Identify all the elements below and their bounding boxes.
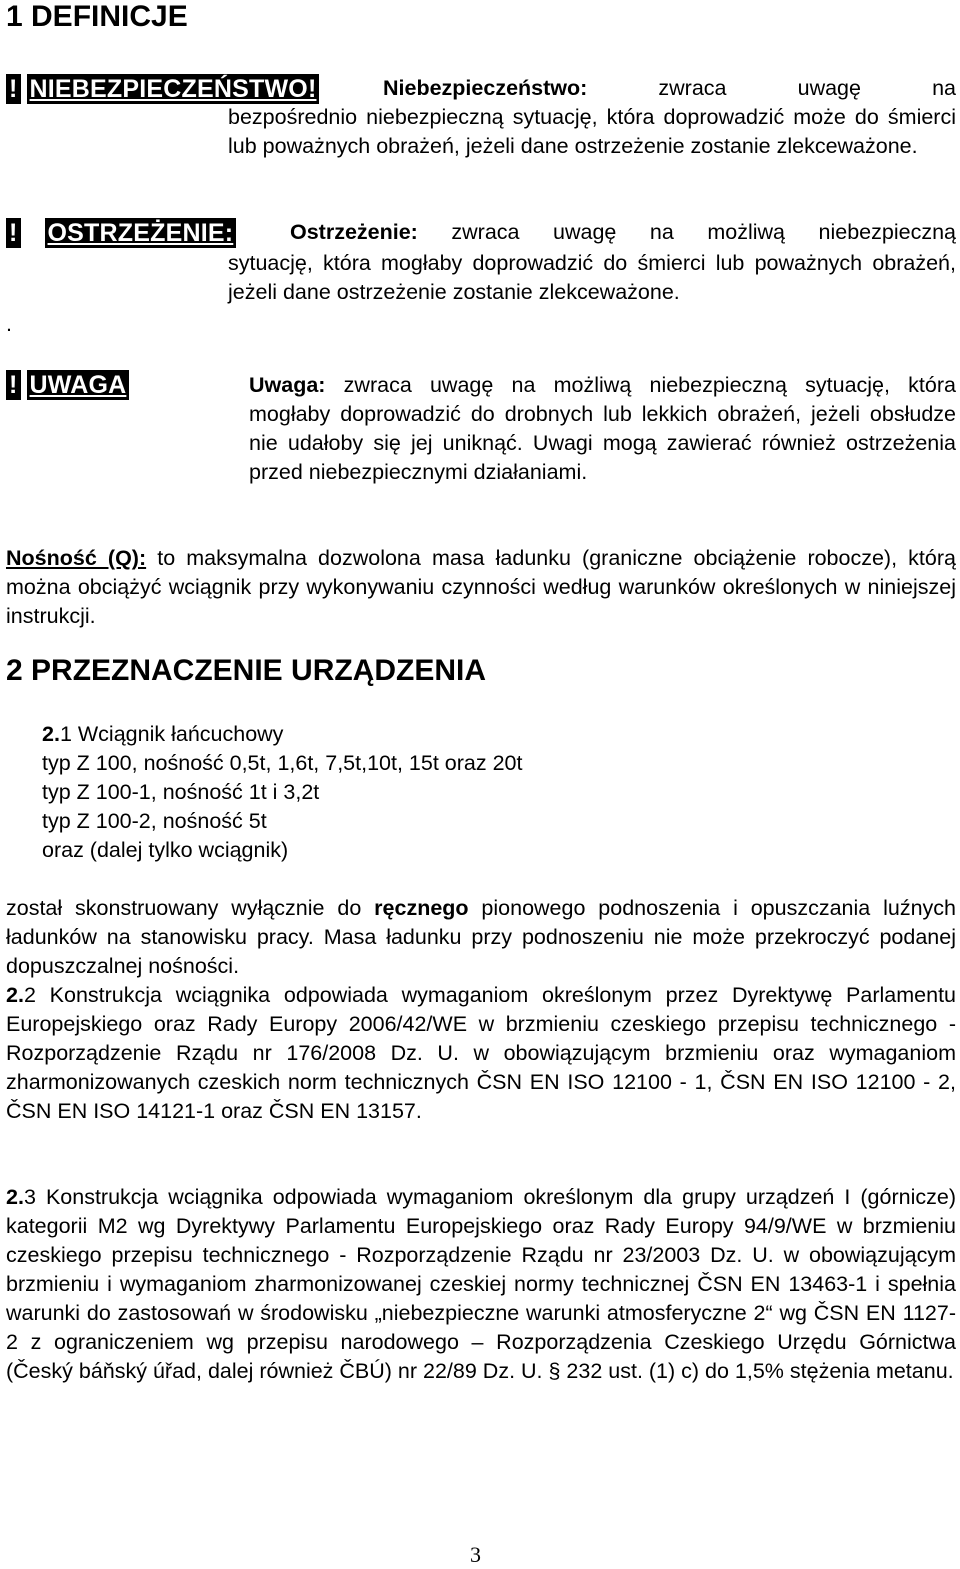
caution-description <box>249 371 956 487</box>
section-2-3-number-sub: 3 <box>23 1185 36 1209</box>
section-2-1-line: typ Z 100, nośność 0,5t, 1,6t, 7,5t,10t, 15t oraz 20t <box>42 751 523 775</box>
section-2-heading: 2 PRZEZNACZENIE URZĄDZENIA <box>6 654 487 687</box>
section-2-1-line: typ Z 100-1, nośność 1t i 3,2t <box>42 780 320 804</box>
capacity-term: Nośność (Q): <box>6 546 147 570</box>
danger-label <box>6 74 319 104</box>
section-2-1 <box>42 720 522 865</box>
danger-tag: NIEBEZPIECZEŃSTWO! <box>27 74 320 104</box>
purpose-paragraph <box>6 894 956 981</box>
danger-lead-text: zwraca uwagę na <box>658 76 956 100</box>
caution-text: zwraca uwagę na możliwą niebezpieczną sytuację, która mogłaby doprowadzić do drobnych lub lekkich obrażeń, jeżeli obsłudze nie udałoby się jej uniknąć. Uwagi mogą zawierać również ostrzeżenia przed niebezpiecznymi działaniami. <box>249 373 956 484</box>
warning-tag: OSTRZEŻENIE: <box>45 218 237 248</box>
section-2-1-line: oraz (dalej tylko wciągnik) <box>42 838 289 862</box>
section-2-1-number: 2. <box>42 722 60 746</box>
warning-lead <box>290 218 956 247</box>
section-2-1-title-text: Wciągnik łańcuchowy <box>77 722 284 746</box>
warning-label <box>6 218 236 248</box>
page-number: 3 <box>470 1542 481 1567</box>
section-2-1-title <box>42 720 522 749</box>
stray-dot: . <box>6 312 12 336</box>
section-2-2-number-sub: 2 <box>23 983 36 1007</box>
capacity-text: to maksymalna dozwolona masa ładunku (graniczne obciążenie robocze), którą można obciążyć wciągnik przy wykonywaniu czynności według warunków określonych w niniejszej instrukcji. <box>6 546 956 628</box>
warning-description: sytuację, która mogłaby doprowadzić do śmierci lub poważnych obrażeń, jeżeli dane ostrzeżenie zostanie zlekceważone. <box>228 251 956 304</box>
danger-exclamation: ! <box>6 74 21 104</box>
section-2-3-number: 2. <box>6 1185 24 1209</box>
caution-exclamation: ! <box>6 370 21 400</box>
section-2-2-text: Konstrukcja wciągnika odpowiada wymaganiom określonym przez Dyrektywę Parlamentu Europejskiego oraz Rady Europy 2006/42/WE w brzmieniu czeskiego przepisu technicznego - Rozporządzenie Rządu nr 176/2008 Dz. U. w obowiązującym brzmieniu oraz wymaganiom zharmonizowanych czeskich norm technicznych ČSN EN ISO 12100 - 1, ČSN EN ISO 12100 - 2, ČSN EN ISO 14121-1 oraz ČSN EN 13157. <box>6 983 956 1123</box>
danger-term: Niebezpieczeństwo: <box>383 76 588 100</box>
purpose-before: został skonstruowany wyłącznie do <box>6 896 362 920</box>
purpose-after: pionowego podnoszenia i opuszczania luźnych ładunków na stanowisku pracy. Masa ładunku przy podnoszeniu nie może przekroczyć podanej dopuszczalnej nośności. <box>6 896 957 978</box>
caution-tag: UWAGA <box>27 370 130 400</box>
section-2-1-number-sub: 1 <box>59 722 72 746</box>
warning-lead-text: zwraca uwagę na możliwą niebezpieczną <box>451 220 956 244</box>
section-2-3 <box>6 1183 956 1386</box>
danger-description: bezpośrednio niebezpieczną sytuację, która doprowadzić może do śmierci lub poważnych obrażeń, jeżeli dane ostrzeżenie zostanie zlekceważone. <box>228 105 956 158</box>
purpose-bold: ręcznego <box>374 896 469 920</box>
section-2-2 <box>6 981 956 1126</box>
warning-term: Ostrzeżenie: <box>290 220 418 244</box>
warning-exclamation: ! <box>6 218 21 248</box>
section-2-2-number: 2. <box>6 983 24 1007</box>
section-2-3-text: Konstrukcja wciągnika odpowiada wymaganiom określonym dla grupy urządzeń I (górnicze) kategorii M2 wg Dyrektywy Parlamentu Europejskiego oraz Rady Europy 94/9/WE w brzmieniu czeskiego przepisu technicznego - Rozporządzenie Rządu nr 23/2003 Dz. U. w obowiązującym brzmieniu i wymaganiom zharmonizowanej czeskiej normy technicznej ČSN EN 13463-1 i spełnia warunki do zastosowań w środowisku „niebezpieczne warunki atmosferyczne 2“ wg ČSN EN 1127-2 z ograniczeniem wg przepisu narodowego – Rozporządzenia Czeskiego Urzędu Górnictwa (Český báňský úřad, dalej również ČBÚ) nr 22/89 Dz. U. § 232 ust. (1) c) do 1,5% stężenia metanu. <box>6 1185 956 1383</box>
caution-label <box>6 370 129 400</box>
section-2-1-line: typ Z 100-2, nośność 5t <box>42 809 267 833</box>
section-1-heading: 1 DEFINICJE <box>6 0 188 33</box>
caution-term: Uwaga: <box>249 373 326 397</box>
capacity-definition <box>6 544 956 631</box>
danger-lead <box>383 74 956 103</box>
